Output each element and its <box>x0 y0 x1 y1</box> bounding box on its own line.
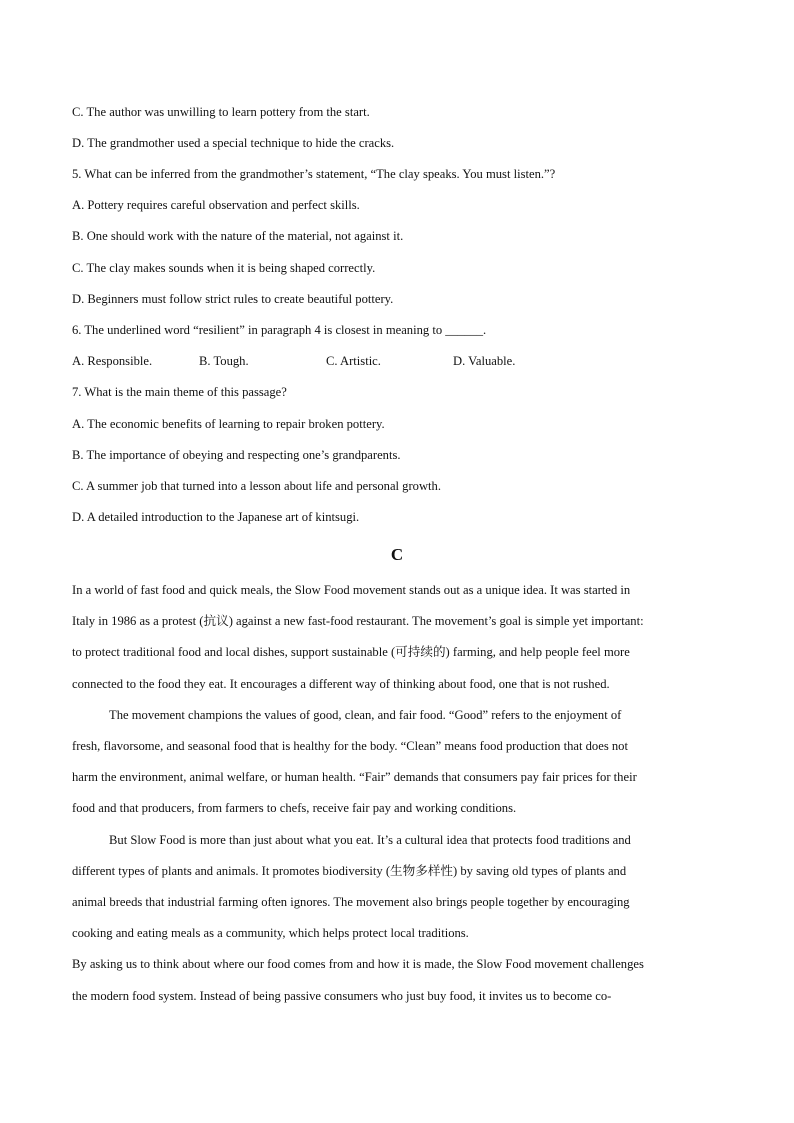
passage-line: In a world of fast food and quick meals, the Slow Food movement stands out as a unique idea. It was started in <box>72 583 631 597</box>
passage-line: But Slow Food is more than just about what you eat. It’s a cultural idea that protects food traditions and <box>109 833 631 847</box>
passage-line: the modern food system. Instead of being passive consumers who just buy food, it invites us to become co- <box>72 989 612 1003</box>
passage-line: cooking and eating meals as a community, which helps protect local traditions. <box>72 926 469 940</box>
q7-option-b: B. The importance of obeying and respecting one’s grandparents. <box>72 448 401 462</box>
passage-line: food and that producers, from farmers to chefs, receive fair pay and working conditions. <box>72 801 517 815</box>
q5-option-c: C. The clay makes sounds when it is being shaped correctly. <box>72 261 376 275</box>
passage-line: harm the environment, animal welfare, or human health. “Fair” demands that consumers pay fair prices for their <box>72 770 637 784</box>
q6-option-d: D. Valuable. <box>453 354 516 368</box>
passage-line: connected to the food they eat. It encourages a different way of thinking about food, one that is not rushed. <box>72 677 610 691</box>
q5-question: 5. What can be inferred from the grandmother’s statement, “The clay speaks. You must listen.”? <box>72 167 556 181</box>
passage-line: animal breeds that industrial farming often ignores. The movement also brings people together by encouraging <box>72 895 630 909</box>
q6-option-c: C. Artistic. <box>326 354 381 368</box>
section-c-heading: C <box>390 545 404 564</box>
q5-option-d: D. Beginners must follow strict rules to create beautiful pottery. <box>72 292 394 306</box>
passage-line: Italy in 1986 as a protest (抗议) against a new fast-food restaurant. The movement’s goal is simple yet important: <box>72 614 644 628</box>
q7-option-a: A. The economic benefits of learning to repair broken pottery. <box>72 417 385 431</box>
q7-option-c: C. A summer job that turned into a lesson about life and personal growth. <box>72 479 442 493</box>
q5-option-b: B. One should work with the nature of the material, not against it. <box>72 229 404 243</box>
q4-option-c: C. The author was unwilling to learn pottery from the start. <box>72 105 370 119</box>
q5-option-a: A. Pottery requires careful observation and perfect skills. <box>72 198 360 212</box>
q7-option-d: D. A detailed introduction to the Japanese art of kintsugi. <box>72 510 360 524</box>
passage-line: fresh, flavorsome, and seasonal food that is healthy for the body. “Clean” means food production that does not <box>72 739 628 753</box>
passage-line: to protect traditional food and local dishes, support sustainable (可持续的) farming, and help people feel more <box>72 645 630 659</box>
q4-option-d: D. The grandmother used a special technique to hide the cracks. <box>72 136 395 150</box>
passage-line: The movement champions the values of good, clean, and fair food. “Good” refers to the enjoyment of <box>109 708 622 722</box>
q6-options <box>72 353 722 369</box>
passage-line: different types of plants and animals. It promotes biodiversity (生物多样性) by saving old types of plants and <box>72 864 627 878</box>
q6-option-a: A. Responsible. <box>72 354 153 368</box>
q6-question: 6. The underlined word “resilient” in paragraph 4 is closest in meaning to ______. <box>72 323 487 337</box>
q7-question: 7. What is the main theme of this passage? <box>72 385 287 399</box>
q6-option-b: B. Tough. <box>199 354 249 368</box>
passage-line: By asking us to think about where our food comes from and how it is made, the Slow Food movement challenges <box>72 957 644 971</box>
